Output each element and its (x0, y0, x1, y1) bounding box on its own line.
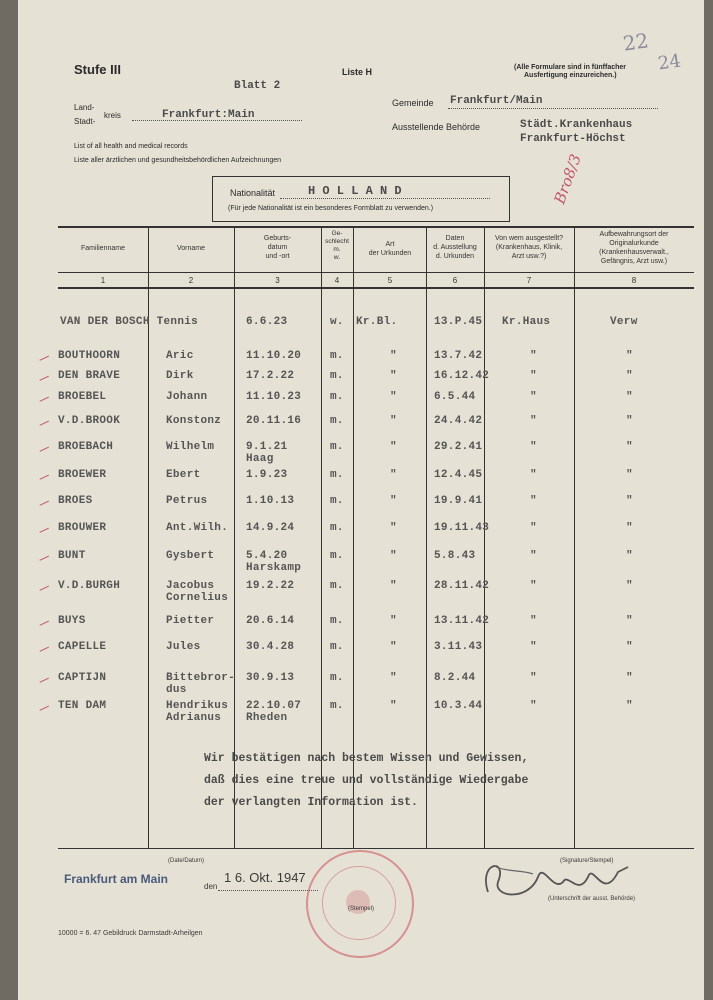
cell-familienname: BROEWER (58, 469, 107, 481)
cell-familienname: CAPTIJN (58, 672, 107, 684)
red-check-mark (37, 415, 49, 426)
confirmation-line-1: Wir bestätigen nach bestem Wissen und Gewissen, (204, 752, 529, 765)
cell-geschlecht: m. (330, 522, 344, 534)
official-seal-stamp (306, 850, 414, 958)
cell-von-wem: " (530, 522, 537, 534)
red-check-mark (37, 615, 49, 626)
col-num-3: 3 (275, 276, 280, 285)
header-aufbewahrungsort: Aufbewahrungsort der Originalurkunde (Krankenhausverwalt., Gefängnis, Arzt usw.) (599, 231, 669, 265)
col-num-7: 7 (526, 276, 532, 285)
cell-vorname: Hendrikus (166, 700, 229, 712)
col-num-5: 5 (387, 276, 393, 285)
cell-von-wem: " (530, 641, 537, 653)
cell-art: " (390, 641, 397, 653)
cell-aufbewahrungsort: " (626, 391, 633, 403)
col-num-4: 4 (334, 276, 340, 285)
cell-vorname: Bittebror- (166, 672, 236, 684)
cell-geburtsdatum: 20.6.14 (246, 615, 295, 627)
print-note: 10000 = 6. 47 Gebildruck Darmstadt-Arheilgen (58, 930, 203, 937)
col-num-1: 1 (100, 276, 106, 285)
cell-aufbewahrungsort: " (626, 495, 633, 507)
document-sheet (18, 0, 704, 1000)
date-label: (Date/Datum) (168, 858, 205, 864)
cell-von-wem: " (530, 370, 537, 382)
cell-geschlecht: m. (330, 615, 344, 627)
cell-familienname: BOUTHOORN (58, 350, 121, 362)
liste-title: Liste H (342, 67, 373, 77)
cell-von-wem: " (530, 672, 537, 684)
cell-art: " (390, 700, 397, 712)
cell-geburtsdatum: 6.6.23 (246, 316, 288, 328)
pencil-mark-2: 24 (656, 50, 683, 75)
land-label: Land- (74, 103, 95, 112)
cell-art: " (390, 415, 397, 427)
cell-geschlecht: m. (330, 580, 344, 592)
cell-geburtsdatum: 22.10.07 (246, 700, 302, 712)
gemeinde-label: Gemeinde (392, 98, 434, 108)
cell-familienname: BUNT (58, 550, 86, 562)
cell-familienname: V.D.BROOK (58, 415, 121, 427)
cell-art: Kr.Bl. (356, 316, 398, 328)
cell-datum: 16.12.42 (434, 370, 490, 382)
kreis-label: kreis (104, 111, 121, 120)
forms-note-2: Ausfertigung einzureichen.) (524, 72, 617, 79)
red-check-mark (37, 350, 49, 361)
cell-aufbewahrungsort: " (626, 672, 633, 684)
forms-note-1: (Alle Formulare sind in fünffacher (514, 64, 627, 71)
cell-geburtsdatum: 1.10.13 (246, 495, 295, 507)
cell-datum: 13.P.45 (434, 316, 483, 328)
cell-geburtsdatum: 1.9.23 (246, 469, 288, 481)
cell-geburtsdatum: 11.10.20 (246, 350, 302, 362)
behoerde-value-2: Frankfurt-Höchst (520, 133, 626, 145)
signature-caption: (Unterschrift der ausst. Behörde) (548, 896, 636, 902)
cell-von-wem: " (530, 495, 537, 507)
cell-geschlecht: m. (330, 469, 344, 481)
red-check-mark (37, 391, 49, 402)
table-number-rule (58, 287, 694, 289)
cell-geschlecht: m. (330, 350, 344, 362)
col-num-2: 2 (188, 276, 194, 285)
col-sep-7 (574, 226, 575, 848)
cell-familienname: DEN BRAVE (58, 370, 121, 382)
cell-aufbewahrungsort: " (626, 415, 633, 427)
cell-art: " (390, 391, 397, 403)
cell-geburtsort: Rheden (246, 712, 288, 724)
cell-aufbewahrungsort: " (626, 641, 633, 653)
cell-art: " (390, 441, 397, 453)
cell-datum: 19.11.43 (434, 522, 490, 534)
cell-geburtsdatum: 11.10.23 (246, 391, 302, 403)
header-geschlecht: Ge- schlecht m. w. (325, 230, 349, 261)
header-geburtsdatum: Geburts- datum und -ort (263, 235, 292, 260)
cell-geburtsdatum: 5.4.20 (246, 550, 288, 562)
cell-vorname: Aric (166, 350, 194, 362)
cell-geschlecht: m. (330, 550, 344, 562)
cell-geschlecht: m. (330, 370, 344, 382)
cell-aufbewahrungsort: Verw (610, 316, 638, 328)
nationality-value: H O L L A N D (308, 184, 402, 198)
cell-geburtsdatum: 9.1.21 (246, 441, 288, 453)
cell-geburtsort: Harskamp (246, 562, 302, 574)
cell-familienname: CAPELLE (58, 641, 107, 653)
cell-vorname: Cornelius (166, 592, 229, 604)
cell-geschlecht: m. (330, 700, 344, 712)
red-check-mark (37, 550, 49, 561)
cell-geschlecht: m. (330, 495, 344, 507)
cell-familienname: BUYS (58, 615, 86, 627)
cell-art: " (390, 580, 397, 592)
cell-datum: 12.4.45 (434, 469, 483, 481)
red-check-mark (37, 441, 49, 452)
red-check-mark (37, 700, 49, 711)
cell-aufbewahrungsort: " (626, 522, 633, 534)
cell-vorname: dus (166, 684, 187, 696)
red-check-mark (37, 641, 49, 652)
cell-geburtsdatum: 19.2.22 (246, 580, 295, 592)
red-check-mark (37, 580, 49, 591)
cell-geschlecht: m. (330, 441, 344, 453)
cell-von-wem: " (530, 469, 537, 481)
cell-art: " (390, 350, 397, 362)
cell-vorname: Johann (166, 391, 208, 403)
cell-aufbewahrungsort: " (626, 441, 633, 453)
cell-aufbewahrungsort: " (626, 700, 633, 712)
cell-art: " (390, 495, 397, 507)
gemeinde-value: Frankfurt/Main (450, 95, 543, 107)
red-pencil-mark: Bro8/3 (550, 151, 585, 207)
cell-geburtsdatum: 30.4.28 (246, 641, 295, 653)
pencil-mark: 22 (621, 28, 650, 56)
red-check-mark (37, 522, 49, 533)
cell-familienname: V.D.BURGH (58, 580, 121, 592)
cell-datum: 5.8.43 (434, 550, 476, 562)
cell-von-wem: " (530, 391, 537, 403)
behoerde-label: Ausstellende Behörde (392, 122, 481, 132)
red-check-mark (37, 469, 49, 480)
cell-von-wem: " (530, 550, 537, 562)
red-check-mark (37, 495, 49, 506)
cell-aufbewahrungsort: " (626, 350, 633, 362)
cell-geburtsort: Haag (246, 453, 274, 465)
header-art: Art der Urkunden (368, 241, 412, 257)
cell-von-wem: " (530, 350, 537, 362)
cell-geschlecht: m. (330, 415, 344, 427)
header-daten: Daten d. Ausstellung d. Urkunden (433, 235, 477, 260)
cell-familienname: BROEBACH (58, 441, 114, 453)
cell-vorname: Jules (166, 641, 201, 653)
cell-vorname: Pietter (166, 615, 215, 627)
cell-datum: 10.3.44 (434, 700, 483, 712)
cell-familienname: TEN DAM (58, 700, 107, 712)
cell-geschlecht: m. (330, 641, 344, 653)
cell-art: " (390, 469, 397, 481)
date-value: 1 6. Okt. 1947 (224, 870, 306, 885)
cell-von-wem: " (530, 441, 537, 453)
cell-familienname: VAN DER BOSCH Tennis (60, 316, 199, 328)
cell-vorname: Petrus (166, 495, 208, 507)
date-dotline (218, 890, 318, 891)
confirmation-line-3: der verlangten Information ist. (204, 796, 418, 809)
table-top-rule (58, 226, 694, 228)
cell-geburtsdatum: 17.2.22 (246, 370, 295, 382)
place-stamp: Frankfurt am Main (64, 872, 169, 886)
table-header-rule (58, 272, 694, 273)
col-num-6: 6 (452, 276, 458, 285)
cell-aufbewahrungsort: " (626, 370, 633, 382)
cell-aufbewahrungsort: " (626, 580, 633, 592)
cell-vorname: Dirk (166, 370, 194, 382)
signature-label: (Signature/Stempel) (560, 858, 614, 864)
den-label: den (204, 882, 218, 891)
kreis-value: Frankfurt:Main (162, 109, 255, 121)
cell-datum: 29.2.41 (434, 441, 483, 453)
cell-datum: 6.5.44 (434, 391, 476, 403)
handwritten-signature (468, 852, 638, 912)
nationality-dotline (280, 198, 490, 199)
cell-art: " (390, 550, 397, 562)
cell-datum: 28.11.42 (434, 580, 490, 592)
cell-aufbewahrungsort: " (626, 469, 633, 481)
stufe-title: Stufe III (74, 62, 121, 77)
cell-datum: 19.9.41 (434, 495, 483, 507)
cell-art: " (390, 370, 397, 382)
cell-geburtsdatum: 14.9.24 (246, 522, 295, 534)
header-familienname: Familienname (81, 245, 125, 252)
cell-familienname: BROES (58, 495, 93, 507)
behoerde-value-1: Städt.Krankenhaus (520, 119, 633, 131)
cell-art: " (390, 615, 397, 627)
confirmation-line-2: daß dies eine treue und vollständige Wiedergabe (204, 774, 529, 787)
cell-vorname: Gysbert (166, 550, 215, 562)
nationality-box (212, 176, 510, 222)
cell-geburtsdatum: 30.9.13 (246, 672, 295, 684)
cell-von-wem: " (530, 700, 537, 712)
nationality-label: Nationalität (230, 188, 276, 198)
cell-aufbewahrungsort: " (626, 550, 633, 562)
cell-datum: 13.11.42 (434, 615, 490, 627)
cell-vorname: Adrianus (166, 712, 222, 724)
col-num-8: 8 (631, 276, 637, 285)
blatt-number: Blatt 2 (234, 80, 281, 92)
cell-vorname: Wilhelm (166, 441, 215, 453)
cell-art: " (390, 522, 397, 534)
cell-von-wem: " (530, 580, 537, 592)
cell-familienname: BROEBEL (58, 391, 107, 403)
cell-von-wem: " (530, 415, 537, 427)
cell-vorname: Ebert (166, 469, 201, 481)
cell-vorname: Jacobus (166, 580, 215, 592)
cell-datum: 24.4.42 (434, 415, 483, 427)
footer-rule (58, 848, 694, 849)
cell-geschlecht: m. (330, 672, 344, 684)
cell-von-wem: " (530, 615, 537, 627)
cell-vorname: Konstonz (166, 415, 222, 427)
cell-datum: 13.7.42 (434, 350, 483, 362)
cell-geschlecht: w. (330, 316, 344, 328)
stadt-label: Stadt- (74, 117, 96, 126)
cell-aufbewahrungsort: " (626, 615, 633, 627)
gemeinde-dotline (448, 108, 658, 109)
list-english: List of all health and medical records (74, 143, 188, 150)
header-vorname: Vorname (176, 245, 206, 252)
cell-von-wem: Kr.Haus (502, 316, 551, 328)
nationality-note: (Für jede Nationalität ist ein besonderes Formblatt zu verwenden.) (228, 205, 434, 212)
cell-vorname: Ant.Wilh. (166, 522, 229, 534)
cell-geburtsdatum: 20.11.16 (246, 415, 302, 427)
red-check-mark (37, 370, 49, 381)
cell-datum: 8.2.44 (434, 672, 476, 684)
cell-art: " (390, 672, 397, 684)
red-check-mark (37, 672, 49, 683)
stamp-label: (Stempel) (348, 906, 375, 912)
list-german: Liste aller ärztlichen und gesundheitsbehördlichen Aufzeichnungen (74, 157, 282, 164)
cell-familienname: BROUWER (58, 522, 107, 534)
cell-datum: 3.11.43 (434, 641, 483, 653)
cell-geschlecht: m. (330, 391, 344, 403)
header-von-wem: Von wem ausgestellt? (Krankenhaus, Klinik, Arzt usw.?) (494, 235, 564, 260)
